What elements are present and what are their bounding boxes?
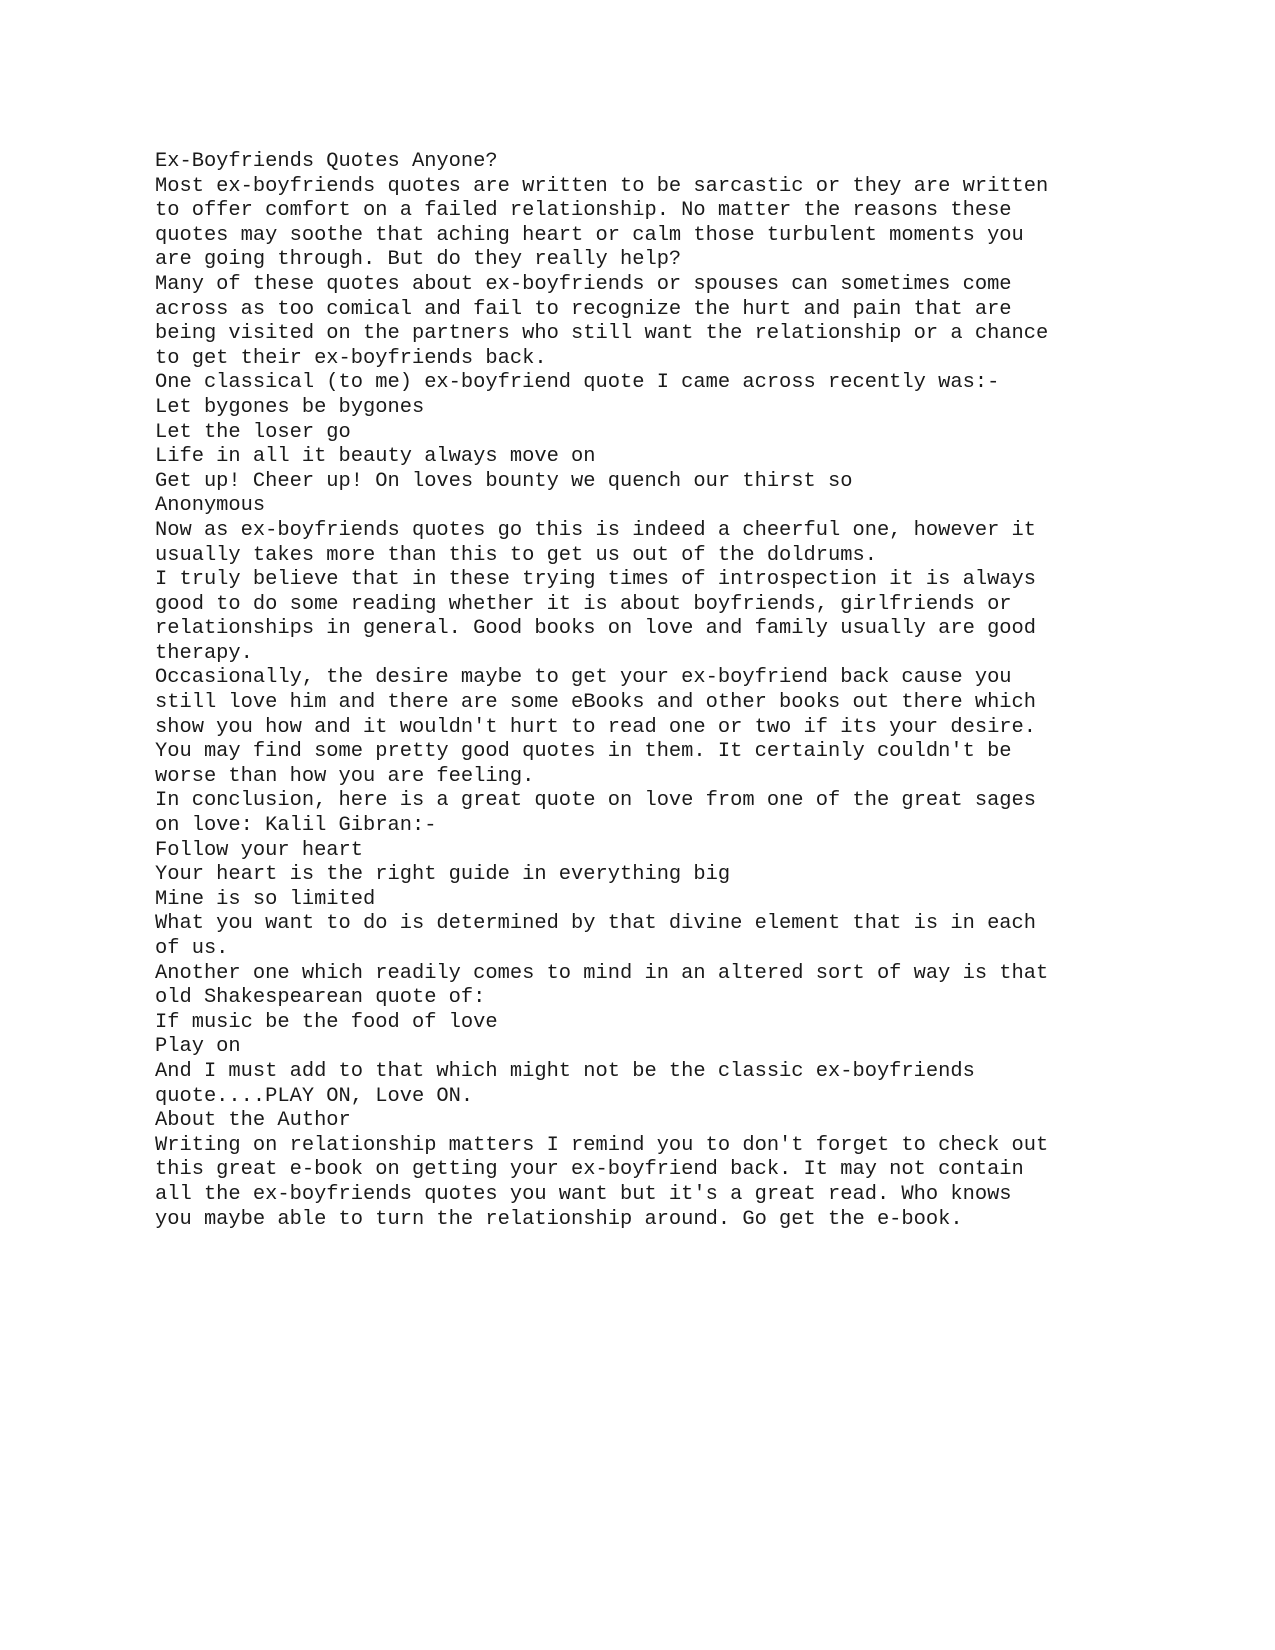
text-line: In conclusion, here is a great quote on love from one of the great sages — [155, 789, 1037, 813]
text-line: across as too comical and fail to recognize the hurt and pain that are — [155, 297, 1012, 321]
text-line: to get their ex-boyfriends back. — [155, 346, 547, 370]
text-line: to offer comfort on a failed relationship. No matter the reasons these — [155, 199, 1012, 223]
text-line: Get up! Cheer up! On loves bounty we quench our thirst so — [155, 469, 853, 493]
text-line: If music be the food of love — [155, 1010, 498, 1034]
text-line: worse than how you are feeling. — [155, 764, 535, 788]
text-line: quotes may soothe that aching heart or calm those turbulent moments you — [155, 223, 1024, 247]
text-line: Let bygones be bygones — [155, 395, 425, 419]
text-line: Anonymous — [155, 494, 266, 518]
text-line: relationships in general. Good books on love and family usually are good — [155, 617, 1037, 641]
text-line: on love: Kalil Gibran:- — [155, 814, 437, 838]
text-line: show you how and it wouldn't hurt to read one or two if its your desire. — [155, 715, 1037, 739]
text-line: Let the loser go — [155, 420, 351, 444]
text-line: Life in all it beauty always move on — [155, 445, 596, 469]
text-line: being visited on the partners who still want the relationship or a chance — [155, 322, 1049, 346]
text-line: Mine is so limited — [155, 887, 376, 911]
document-body — [155, 150, 1155, 1232]
text-line: You may find some pretty good quotes in them. It certainly couldn't be — [155, 740, 1012, 764]
text-line: you maybe able to turn the relationship around. Go get the e-book. — [155, 1207, 963, 1231]
text-line: good to do some reading whether it is about boyfriends, girlfriends or — [155, 592, 1012, 616]
text-line: this great e-book on getting your ex-boyfriend back. It may not contain — [155, 1158, 1024, 1182]
text-line: What you want to do is determined by that divine element that is in each — [155, 912, 1037, 936]
text-line: I truly believe that in these trying times of introspection it is always — [155, 568, 1037, 592]
text-line: Play on — [155, 1035, 241, 1059]
text-line: Writing on relationship matters I remind you to don't forget to check out — [155, 1133, 1049, 1157]
text-line: all the ex-boyfriends quotes you want but it's a great read. Who knows — [155, 1182, 1012, 1206]
text-line: Most ex-boyfriends quotes are written to be sarcastic or they are written — [155, 174, 1049, 198]
text-line: usually takes more than this to get us out of the doldrums. — [155, 543, 877, 567]
text-line: Occasionally, the desire maybe to get your ex-boyfriend back cause you — [155, 666, 1012, 690]
document-title: Ex-Boyfriends Quotes Anyone? — [155, 150, 498, 173]
text-line: are going through. But do they really help? — [155, 248, 682, 272]
text-line: About the Author — [155, 1109, 351, 1133]
text-line: Your heart is the right guide in everything big — [155, 863, 731, 887]
text-line: therapy. — [155, 641, 253, 665]
text-line: old Shakespearean quote of: — [155, 986, 486, 1010]
text-line: One classical (to me) ex-boyfriend quote I came across recently was:- — [155, 371, 1000, 395]
text-line: quote....PLAY ON, Love ON. — [155, 1084, 474, 1108]
text-line: Another one which readily comes to mind in an altered sort of way is that — [155, 961, 1049, 985]
text-line: Now as ex-boyfriends quotes go this is indeed a cheerful one, however it — [155, 518, 1037, 542]
text-line: And I must add to that which might not be the classic ex-boyfriends — [155, 1059, 975, 1083]
text-line: Follow your heart — [155, 838, 364, 862]
text-line: still love him and there are some eBooks and other books out there which — [155, 691, 1037, 715]
text-line: Many of these quotes about ex-boyfriends or spouses can sometimes come — [155, 272, 1012, 296]
text-line: of us. — [155, 937, 229, 960]
